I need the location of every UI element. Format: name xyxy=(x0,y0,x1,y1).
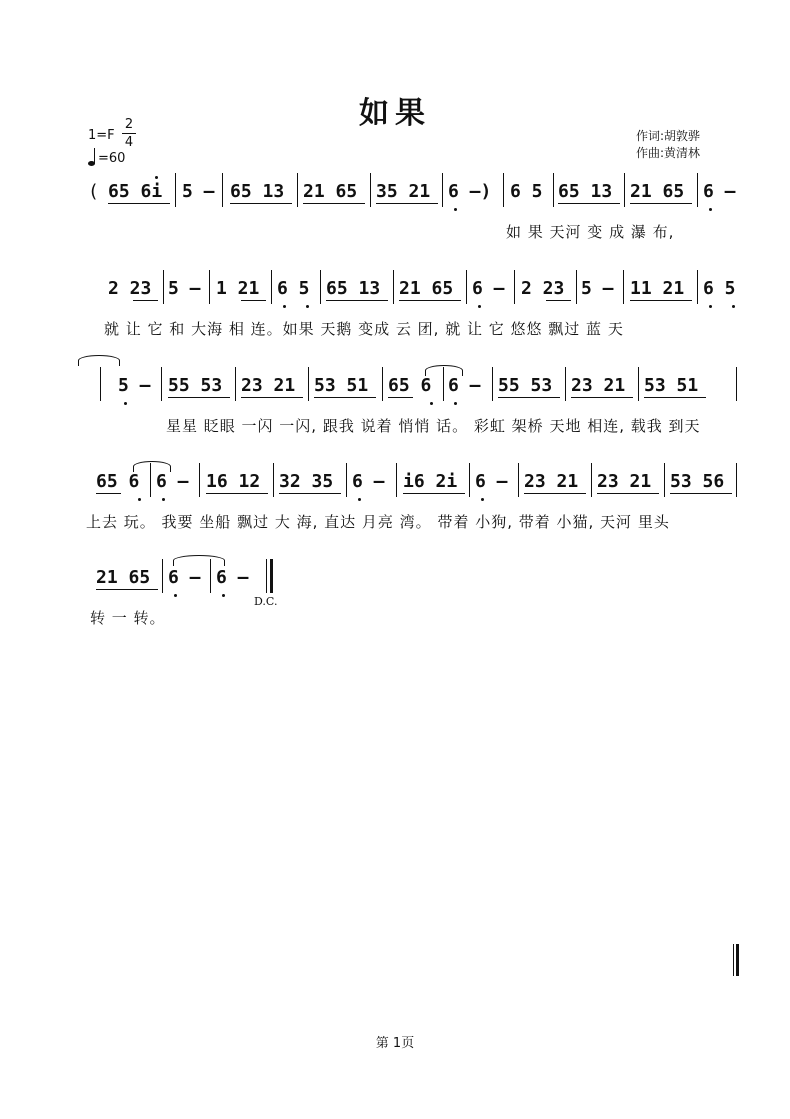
notation-measure: 6 – xyxy=(448,375,481,396)
notation-measure: 6 5 xyxy=(510,181,543,202)
barline xyxy=(565,367,566,401)
final-barline-thick xyxy=(270,559,273,593)
notation-measure: 21 65 xyxy=(630,181,685,202)
barline xyxy=(297,173,298,207)
lyrics-line: 上去 玩。 我要 坐船 飘过 大 海, 直达 月亮 湾。 带着 小狗, 带着 小猫, 天河 里头 xyxy=(86,513,670,531)
barline xyxy=(100,367,101,401)
barline xyxy=(623,270,624,304)
time-signature-bottom: 4 xyxy=(124,135,134,150)
notation-measure: 32 35 xyxy=(279,471,334,492)
barline xyxy=(442,173,443,207)
barline xyxy=(638,367,639,401)
barline xyxy=(222,173,223,207)
barline xyxy=(346,463,347,497)
notation-measure: 23 21 xyxy=(524,471,579,492)
score-line-1 xyxy=(0,181,790,241)
tempo-marking xyxy=(88,146,125,168)
barline xyxy=(382,367,383,401)
barline xyxy=(503,173,504,207)
quarter-note-icon xyxy=(88,146,98,166)
barline xyxy=(370,173,371,207)
notation-measure: 21 65 xyxy=(96,567,151,588)
notation-measure: 2 23 xyxy=(108,278,152,299)
notation-measure: 35 21 xyxy=(376,181,431,202)
notation-measure: 6 – xyxy=(472,278,505,299)
notation-measure: 6 – xyxy=(216,567,249,588)
song-title: 如果 xyxy=(359,96,431,131)
lyrics-line: 星星 眨眼 一闪 一闪, 跟我 说着 悄悄 话。 彩虹 架桥 天地 相连, 载我 到天 xyxy=(166,417,701,435)
barline xyxy=(175,173,176,207)
notation-measure: 6 –) xyxy=(448,181,492,202)
lyrics-line: 转 一 转。 xyxy=(90,609,166,627)
score-line-5 xyxy=(0,567,790,627)
barline xyxy=(697,173,698,207)
barline xyxy=(393,270,394,304)
barline xyxy=(736,463,737,497)
notation-measure: 11 21 xyxy=(630,278,685,299)
barline xyxy=(320,270,321,304)
barline xyxy=(466,270,467,304)
notation-line: 65 6i xyxy=(108,181,163,202)
notation-measure: 55 53 xyxy=(498,375,553,396)
notation-measure: 65 13 xyxy=(326,278,381,299)
notation-measure: 6 – xyxy=(703,181,736,202)
notation-measure: 65 6 xyxy=(96,471,140,492)
page-number: 第 1页 xyxy=(375,1036,415,1051)
notation-measure: 23 21 xyxy=(597,471,652,492)
dc-marking: D.C. xyxy=(254,595,278,608)
notation-measure: 5 – xyxy=(168,278,201,299)
barline xyxy=(576,270,577,304)
barline xyxy=(209,270,210,304)
notation-measure: 6 – xyxy=(475,471,508,492)
notation-measure: 2 23 xyxy=(521,278,565,299)
composer: 作曲:黄清林 xyxy=(636,146,701,160)
barline xyxy=(199,463,200,497)
barline xyxy=(492,367,493,401)
barline xyxy=(271,270,272,304)
notation-measure: 53 56 xyxy=(670,471,725,492)
score-line-4 xyxy=(0,471,790,531)
barline xyxy=(396,463,397,497)
barline xyxy=(664,463,665,497)
notation-measure: 53 51 xyxy=(314,375,369,396)
score-line-3 xyxy=(0,375,790,435)
barline xyxy=(736,367,737,401)
notation-measure: 65 13 xyxy=(558,181,613,202)
notation-measure: 5 – xyxy=(182,181,215,202)
notation-measure: 21 65 xyxy=(399,278,454,299)
lyrics-line: 就 让 它 和 大海 相 连。如果 天鹅 变成 云 团, 就 让 它 悠悠 飘过 蓝 天 xyxy=(104,320,624,338)
notation-measure: 55 53 xyxy=(168,375,223,396)
notation-measure: i6 2i xyxy=(403,471,458,492)
notation-measure: 23 21 xyxy=(571,375,626,396)
barline xyxy=(469,463,470,497)
notation-measure: 6 – xyxy=(352,471,385,492)
time-signature-top: 2 xyxy=(122,116,136,134)
notation-measure: 65 6 xyxy=(388,375,432,396)
notation-measure: 6 – xyxy=(168,567,201,588)
notation-measure: 23 21 xyxy=(241,375,296,396)
barline xyxy=(163,270,164,304)
notation-measure: 6 – xyxy=(156,471,189,492)
score-line-2 xyxy=(0,278,790,338)
notation-measure: 1 21 xyxy=(216,278,260,299)
barline xyxy=(518,463,519,497)
barline xyxy=(308,367,309,401)
barline xyxy=(624,173,625,207)
barline xyxy=(514,270,515,304)
notation-measure: 65 13 xyxy=(230,181,285,202)
barline xyxy=(162,559,163,593)
notation-measure: 5 – xyxy=(581,278,614,299)
lyricist: 作词:胡敦骅 xyxy=(636,129,701,143)
key-signature: 1=F xyxy=(88,128,115,143)
barline xyxy=(697,270,698,304)
notation-measure: 53 51 xyxy=(644,375,699,396)
paren-open: ( xyxy=(88,181,99,202)
final-barline xyxy=(266,559,267,593)
barline xyxy=(161,367,162,401)
lyrics-line: 如 果 天河 变 成 瀑 布, xyxy=(506,223,675,241)
barline xyxy=(553,173,554,207)
tempo-value: =60 xyxy=(98,151,126,166)
barline xyxy=(273,463,274,497)
credits xyxy=(636,128,700,162)
barline xyxy=(235,367,236,401)
notation-measure: 16 12 xyxy=(206,471,261,492)
notation-measure: 6 5 xyxy=(703,278,736,299)
notation-measure: 6 5 xyxy=(277,278,310,299)
notation-measure: 5 – xyxy=(118,375,151,396)
barline xyxy=(591,463,592,497)
notation-measure: 21 65 xyxy=(303,181,358,202)
